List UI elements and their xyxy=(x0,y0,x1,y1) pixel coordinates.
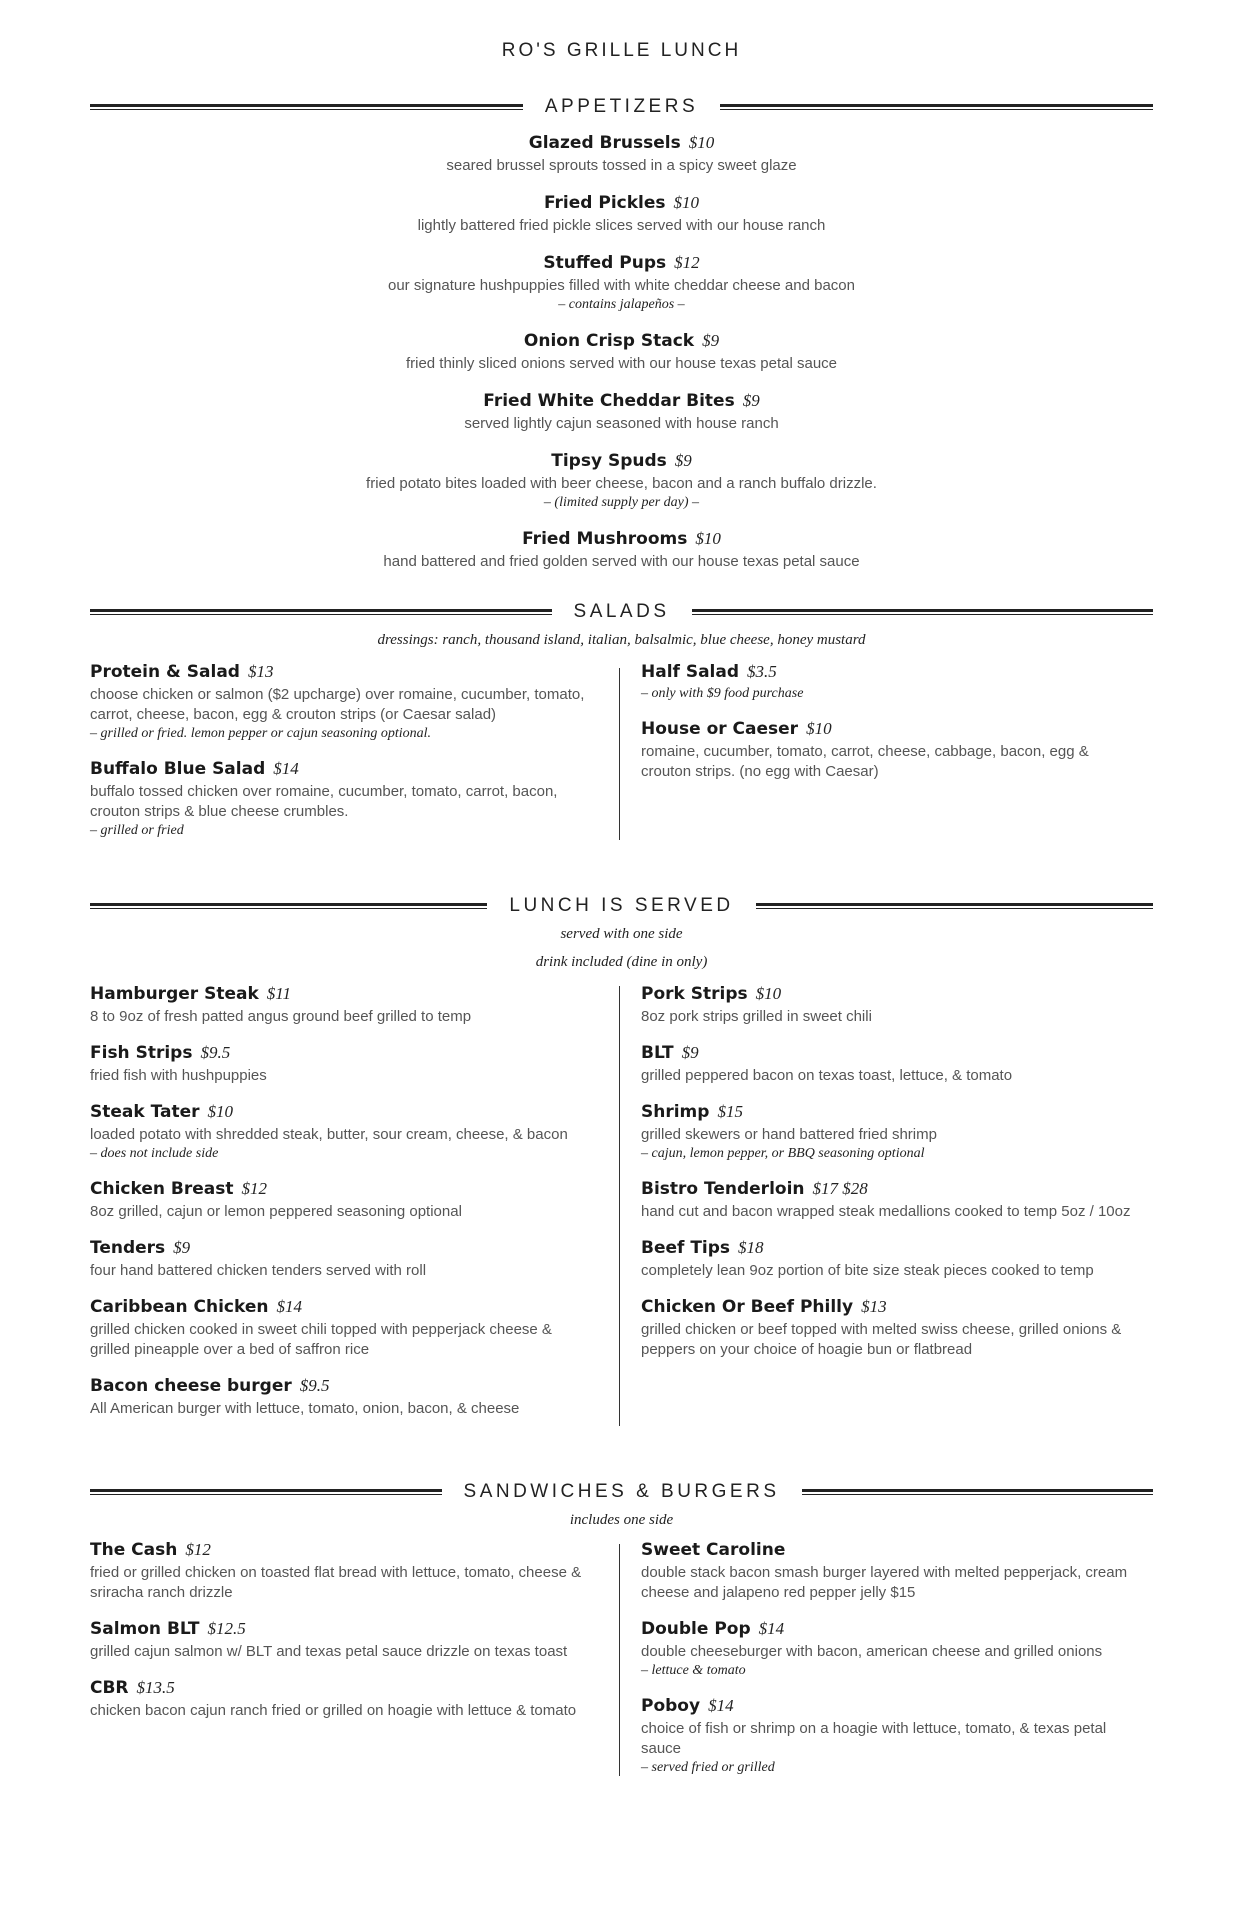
item-price: $15 xyxy=(717,1102,743,1121)
menu-item xyxy=(641,660,1141,703)
sandwiches-right-column xyxy=(641,1538,1141,1791)
item-price: $9.5 xyxy=(200,1043,231,1062)
item-title-line xyxy=(0,449,1243,474)
menu-item xyxy=(641,982,1141,1027)
sandwiches-side-note: includes one side xyxy=(569,1512,674,1528)
item-price: $12 xyxy=(185,1540,211,1559)
item-title-line xyxy=(90,660,590,685)
item-note: – cajun, lemon pepper, or BBQ seasoning optional xyxy=(641,1146,925,1161)
lunch-side-note: served with one side xyxy=(560,926,683,942)
appetizers-heading xyxy=(90,95,1153,119)
item-price: $14 xyxy=(758,1619,785,1638)
menu-item xyxy=(641,1041,1141,1086)
item-name: Tenders xyxy=(90,1238,166,1258)
column-divider xyxy=(619,1544,620,1776)
divider-rule xyxy=(90,609,552,615)
appetizers-list xyxy=(0,131,1243,587)
item-title-line xyxy=(90,1617,590,1642)
salads-heading xyxy=(90,600,1153,624)
menu-item xyxy=(90,1236,590,1281)
item-price: $10 xyxy=(207,1102,234,1121)
item-title-line xyxy=(0,389,1243,414)
item-title-line xyxy=(90,1100,590,1125)
menu-item xyxy=(0,389,1243,434)
menu-item xyxy=(90,1177,590,1222)
menu-title: RO'S GRILLE LUNCH xyxy=(501,40,742,61)
divider-rule xyxy=(90,903,487,909)
item-title-line xyxy=(641,1538,1141,1563)
item-description: 8oz grilled, cajun or lemon peppered seasoning optional xyxy=(90,1203,462,1220)
menu-item xyxy=(641,1694,1141,1777)
item-note: – (limited supply per day) – xyxy=(543,495,700,510)
item-price: $10 xyxy=(673,193,699,212)
item-title-line xyxy=(641,1100,1141,1125)
item-description: buffalo tossed chicken over romaine, cucumber, tomato, carrot, bacon, crouton strips & blue cheese crumbles. xyxy=(90,783,558,820)
salads-dressings-note: dressings: ranch, thousand island, italian, balsalmic, blue cheese, honey mustard xyxy=(377,632,866,648)
item-price: $13.5 xyxy=(136,1678,175,1697)
menu-item xyxy=(0,191,1243,236)
column-divider xyxy=(619,986,620,1426)
item-name: CBR xyxy=(90,1678,129,1698)
item-description: choose chicken or salmon ($2 upcharge) over romaine, cucumber, tomato, carrot, cheese, bacon, egg & crouton strips (or Caesar salad) xyxy=(90,686,585,723)
item-title-line xyxy=(641,982,1141,1007)
item-description: grilled cajun salmon w/ BLT and texas petal sauce drizzle on texas toast xyxy=(90,1643,568,1660)
menu-item xyxy=(0,449,1243,512)
item-price: $10 xyxy=(688,133,715,152)
item-price: $11 xyxy=(266,984,291,1003)
item-name: Protein & Salad xyxy=(90,662,240,682)
item-name: BLT xyxy=(641,1043,674,1063)
menu-item xyxy=(90,1100,590,1163)
column-divider xyxy=(619,668,620,840)
item-name: Chicken Or Beef Philly xyxy=(641,1297,854,1317)
item-name: Shrimp xyxy=(641,1102,710,1122)
item-description: seared brussel sprouts tossed in a spicy sweet glaze xyxy=(446,157,797,174)
menu-item xyxy=(90,757,590,840)
item-title-line xyxy=(90,1041,590,1066)
sandwiches-heading xyxy=(90,1480,1153,1504)
item-note: – grilled or fried xyxy=(90,823,184,838)
item-name: Bistro Tenderloin xyxy=(641,1179,805,1199)
menu-item xyxy=(90,660,590,743)
item-price: $18 xyxy=(738,1238,764,1257)
section-title: SANDWICHES & BURGERS xyxy=(463,1481,780,1502)
item-name: Beef Tips xyxy=(641,1238,731,1258)
lunch-right-column xyxy=(641,982,1141,1374)
item-title-line xyxy=(0,251,1243,276)
item-price: $17 $28 xyxy=(812,1179,868,1198)
menu-item xyxy=(90,1374,590,1419)
item-description: romaine, cucumber, tomato, carrot, cheese, cabbage, bacon, egg & crouton strips. (no egg with Caesar) xyxy=(641,743,1089,780)
item-name: Poboy xyxy=(641,1696,701,1716)
divider-rule xyxy=(90,1489,442,1495)
item-name: Fried White Cheddar Bites xyxy=(483,391,735,411)
item-description: fried potato bites loaded with beer cheese, bacon and a ranch buffalo drizzle. xyxy=(366,475,877,492)
item-price: $10 xyxy=(806,719,832,738)
item-title-line xyxy=(90,1177,590,1202)
item-description: double cheeseburger with bacon, american cheese and grilled onions xyxy=(641,1643,1103,1660)
item-name: Fish Strips xyxy=(90,1043,193,1063)
item-description: grilled skewers or hand battered fried shrimp xyxy=(641,1126,937,1143)
item-description: 8oz pork strips grilled in sweet chili xyxy=(641,1008,872,1025)
item-price: $3.5 xyxy=(747,662,777,681)
item-title-line xyxy=(641,1236,1141,1261)
item-name: Glazed Brussels xyxy=(528,133,681,153)
item-description: four hand battered chicken tenders served with roll xyxy=(90,1262,427,1279)
item-price: $9 xyxy=(702,331,720,350)
item-name: Half Salad xyxy=(641,662,740,682)
item-price: $10 xyxy=(695,529,721,548)
divider-rule xyxy=(802,1489,1154,1495)
item-description: loaded potato with shredded steak, butter, sour cream, cheese, & bacon xyxy=(90,1126,568,1143)
menu-item xyxy=(0,131,1243,176)
item-name: Salmon BLT xyxy=(90,1619,200,1639)
item-name: Fried Pickles xyxy=(544,193,666,213)
divider-rule xyxy=(692,609,1154,615)
item-title-line xyxy=(641,717,1141,742)
item-name: Double Pop xyxy=(641,1619,751,1639)
item-price: $9.5 xyxy=(299,1376,330,1395)
item-price: $9 xyxy=(681,1043,699,1062)
divider-rule xyxy=(720,104,1153,110)
item-title-line xyxy=(0,527,1243,552)
item-price: $14 xyxy=(276,1297,302,1316)
item-title-line xyxy=(90,757,590,782)
item-name: Fried Mushrooms xyxy=(522,529,688,549)
item-name: Pork Strips xyxy=(641,984,748,1004)
item-title-line xyxy=(90,1676,590,1701)
menu-item xyxy=(641,1538,1141,1603)
item-price: $12 xyxy=(241,1179,267,1198)
item-description: fried fish with hushpuppies xyxy=(90,1067,267,1084)
item-description: completely lean 9oz portion of bite size steak pieces cooked to temp xyxy=(641,1262,1094,1279)
item-description: served lightly cajun seasoned with house ranch xyxy=(464,415,779,432)
item-title-line xyxy=(90,1374,590,1399)
divider-rule xyxy=(90,104,523,110)
item-title-line xyxy=(90,982,590,1007)
menu-item xyxy=(90,1295,590,1360)
item-description: grilled chicken or beef topped with melted swiss cheese, grilled onions & peppers on your choice of hoagie bun or flatbread xyxy=(641,1321,1122,1358)
menu-item xyxy=(0,251,1243,314)
item-note: – served fried or grilled xyxy=(641,1760,775,1775)
item-name: Bacon cheese burger xyxy=(90,1376,292,1396)
item-title-line xyxy=(641,1177,1141,1202)
item-title-line xyxy=(641,660,1141,685)
section-title: APPETIZERS xyxy=(544,96,699,117)
menu-item xyxy=(90,1041,590,1086)
item-price: $14 xyxy=(708,1696,734,1715)
lunch-left-column xyxy=(90,982,590,1433)
item-description: choice of fish or shrimp on a hoagie with lettuce, tomato, & texas petal sauce xyxy=(641,1720,1107,1757)
menu-item xyxy=(641,1617,1141,1680)
item-name: Chicken Breast xyxy=(90,1179,234,1199)
item-name: Tipsy Spuds xyxy=(551,451,667,471)
item-price: $9 xyxy=(742,391,760,410)
item-title-line xyxy=(0,131,1243,156)
menu-item xyxy=(0,329,1243,374)
item-price: $10 xyxy=(755,984,782,1003)
item-description: grilled peppered bacon on texas toast, lettuce, & tomato xyxy=(641,1067,1013,1084)
item-description: All American burger with lettuce, tomato, onion, bacon, & cheese xyxy=(90,1400,520,1417)
menu-item xyxy=(641,1177,1141,1222)
item-title-line xyxy=(641,1694,1141,1719)
divider-rule xyxy=(756,903,1153,909)
item-description: 8 to 9oz of fresh patted angus ground beef grilled to temp xyxy=(90,1008,472,1025)
item-name: Buffalo Blue Salad xyxy=(90,759,266,779)
item-description: our signature hushpuppies filled with white cheddar cheese and bacon xyxy=(388,277,855,294)
item-note: – does not include side xyxy=(90,1146,219,1161)
item-description: fried thinly sliced onions served with our house texas petal sauce xyxy=(405,355,838,372)
item-title-line xyxy=(0,329,1243,354)
item-name: Sweet Caroline xyxy=(641,1540,786,1560)
item-description: fried or grilled chicken on toasted flat bread with lettuce, tomato, cheese & sriracha ranch drizzle xyxy=(90,1564,582,1601)
item-name: The Cash xyxy=(90,1540,178,1560)
lunch-drink-note: drink included (dine in only) xyxy=(535,954,708,970)
item-description: chicken bacon cajun ranch fried or grilled on hoagie with lettuce & tomato xyxy=(90,1702,577,1719)
item-price: $9 xyxy=(173,1238,191,1257)
item-title-line xyxy=(641,1041,1141,1066)
menu-item xyxy=(90,982,590,1027)
item-price: $13 xyxy=(861,1297,887,1316)
item-note: – contains jalapeños – xyxy=(558,297,685,312)
item-price: $12 xyxy=(674,253,700,272)
menu-item xyxy=(641,1295,1141,1360)
item-title-line xyxy=(90,1236,590,1261)
menu-item xyxy=(90,1676,590,1721)
sandwiches-left-column xyxy=(90,1538,590,1735)
lunch-heading xyxy=(90,894,1153,918)
section-title: SALADS xyxy=(573,601,670,622)
item-title-line xyxy=(90,1538,590,1563)
item-name: House or Caeser xyxy=(641,719,799,739)
menu-item xyxy=(90,1617,590,1662)
menu-item xyxy=(641,717,1141,782)
item-price: $13 xyxy=(247,662,274,681)
item-description: grilled chicken cooked in sweet chili topped with pepperjack cheese & grilled pineapple over a bed of saffron rice xyxy=(90,1321,552,1358)
item-name: Steak Tater xyxy=(90,1102,200,1122)
item-price: $14 xyxy=(273,759,299,778)
item-note: – grilled or fried. lemon pepper or cajun seasoning optional. xyxy=(90,726,432,741)
item-description: double stack bacon smash burger layered with melted pepperjack, cream cheese and jalapeno red pepper jelly $15 xyxy=(641,1564,1128,1601)
menu-item xyxy=(641,1100,1141,1163)
item-description: hand battered and fried golden served with our house texas petal sauce xyxy=(383,553,860,570)
item-name: Caribbean Chicken xyxy=(90,1297,269,1317)
menu-item xyxy=(0,527,1243,572)
menu-item xyxy=(90,1538,590,1603)
item-name: Hamburger Steak xyxy=(90,984,259,1004)
item-name: Onion Crisp Stack xyxy=(523,331,695,351)
item-title-line xyxy=(641,1295,1141,1320)
section-title: LUNCH IS SERVED xyxy=(509,895,734,916)
item-price: $9 xyxy=(674,451,692,470)
item-title-line xyxy=(90,1295,590,1320)
item-description: lightly battered fried pickle slices served with our house ranch xyxy=(417,217,826,234)
item-note: – lettuce & tomato xyxy=(641,1663,746,1678)
menu-item xyxy=(641,1236,1141,1281)
item-note: – only with $9 food purchase xyxy=(641,686,804,701)
item-description: hand cut and bacon wrapped steak medallions cooked to temp 5oz / 10oz xyxy=(641,1203,1131,1220)
salads-left-column xyxy=(90,660,590,854)
item-name: Stuffed Pups xyxy=(543,253,667,273)
item-title-line xyxy=(0,191,1243,216)
item-price: $12.5 xyxy=(207,1619,246,1638)
salads-right-column xyxy=(641,660,1141,796)
item-title-line xyxy=(641,1617,1141,1642)
